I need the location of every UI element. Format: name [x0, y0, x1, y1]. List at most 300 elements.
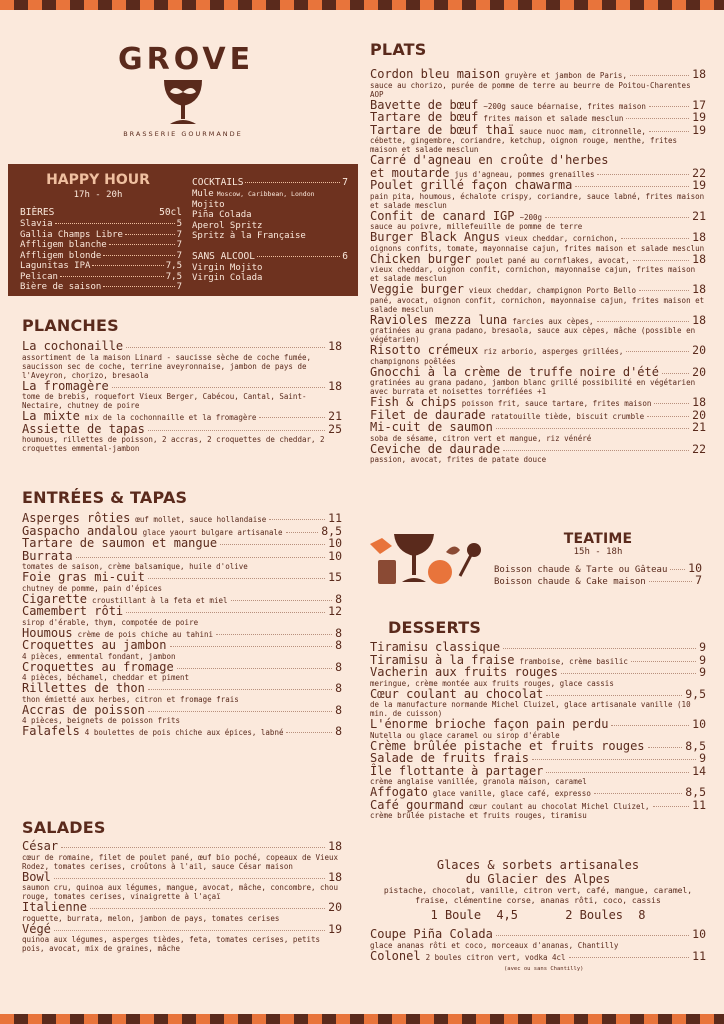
- leader-dots: [148, 711, 332, 712]
- menu-item: [370, 688, 706, 719]
- leader-dots: [92, 265, 163, 266]
- menu-item-details: passion, avocat, frites de patate douce: [370, 455, 547, 464]
- menu-item-line: [22, 923, 342, 936]
- menu-item-price: 11: [692, 948, 706, 963]
- menu-item: [22, 901, 342, 923]
- menu-item-line: [22, 661, 342, 674]
- menu-item-details: crème anglaise vanillée, granola maison, caramel: [370, 777, 587, 786]
- leader-dots: [216, 634, 332, 635]
- menu-item-price: 12: [328, 604, 342, 618]
- menu-item-line: [370, 210, 706, 223]
- menu-item-name: Croquettes au jambon: [22, 638, 167, 652]
- beer-price: 5: [176, 219, 182, 229]
- menu-item-line: [370, 396, 706, 409]
- leader-dots: [670, 569, 685, 570]
- leader-dots: [654, 403, 689, 404]
- menu-item: [370, 124, 706, 155]
- leader-dots: [649, 581, 692, 582]
- beer-item: [20, 219, 182, 230]
- menu-item-price: 9,5: [685, 686, 706, 701]
- menu-item-desc: jus d'agneau, pommes grenailles: [454, 169, 595, 179]
- menu-item-desc: ~200g: [519, 212, 543, 222]
- menu-item: [22, 410, 342, 423]
- menu-item-details: sauce au poivre, millefeuille de pomme de terre: [370, 222, 583, 231]
- menu-item: [22, 923, 342, 954]
- beer-name: Pelican: [20, 271, 58, 282]
- menu-item-price: 9: [699, 751, 706, 765]
- leader-dots: [503, 450, 689, 451]
- menu-item-price: 19: [692, 122, 706, 137]
- beer-name: Slavia: [20, 219, 53, 229]
- cocktail-name: Spritz à la Française: [192, 231, 306, 241]
- menu-item-line: [22, 682, 342, 695]
- soft-name: Virgin Mojito: [192, 262, 263, 273]
- menu-item-name: Falafels: [22, 724, 80, 738]
- menu-item-price: 18: [692, 251, 706, 266]
- menu-item: [370, 366, 706, 397]
- leader-dots: [103, 255, 174, 256]
- menu-item-desc: gruyère et jambon de Paris,: [505, 71, 627, 80]
- menu-item-line: [22, 605, 342, 618]
- desserts-section: [370, 641, 706, 820]
- softs-label: SANS ALCOOL: [192, 250, 255, 262]
- cocktail-name: Mojito: [192, 199, 225, 210]
- menu-item: [370, 68, 706, 99]
- glaces-title-1: Glaces & sorbets artisanales: [436, 858, 640, 872]
- menu-item-details: cébette, gingembre, coriandre, ketchup, oignon rouge, menthe, frites maison et salade mesclun: [370, 136, 678, 154]
- desserts-title: DESSERTS: [388, 618, 482, 637]
- menu-item-name: La fromagère: [22, 378, 109, 393]
- happy-hour-title: HAPPY HOUR: [46, 172, 150, 188]
- menu-item-price: 20: [692, 364, 706, 379]
- menu-item: [370, 344, 706, 366]
- menu-item-name: Risotto crémeux: [370, 343, 479, 357]
- menu-item-line: [370, 283, 706, 296]
- menu-item-line: [370, 928, 706, 941]
- menu-item: [22, 512, 342, 525]
- leader-dots: [649, 131, 689, 132]
- menu-item: [370, 928, 706, 950]
- menu-item: [22, 550, 342, 572]
- menu-item-details: pain pita, houmous, échalote crispy, coriandre, sauce labné, frites maison et salade mesclun: [370, 191, 705, 210]
- boule2-label: 2 Boules: [565, 908, 624, 922]
- menu-item-price: 22: [692, 441, 706, 456]
- beer-name: Affligem blonde: [20, 250, 102, 261]
- beer-item: [20, 240, 182, 251]
- menu-item-details: Nutella ou glace caramel ou sirop d'érable: [370, 730, 560, 740]
- planches-title: PLANCHES: [22, 316, 119, 335]
- menu-item-line: [22, 537, 342, 550]
- leader-dots: [626, 351, 689, 352]
- menu-item-name: Tartare de bœuf: [370, 110, 479, 124]
- leader-dots: [54, 878, 325, 879]
- menu-item: [370, 210, 706, 232]
- leader-dots: [148, 578, 325, 579]
- menu-item-line: [370, 111, 706, 124]
- menu-item: [370, 641, 706, 654]
- menu-item-line: [370, 154, 706, 167]
- menu-item: [370, 253, 706, 284]
- menu-item: [22, 682, 342, 704]
- menu-item-details: 4 pièces, beignets de poisson frits: [22, 716, 181, 725]
- logo-subtitle: BRASSERIE GOURMANDE: [123, 130, 243, 138]
- leader-dots: [54, 930, 325, 931]
- menu-item-price: 15: [328, 570, 342, 584]
- menu-item-price: 25: [328, 421, 342, 436]
- softs-price: 6: [342, 250, 348, 262]
- menu-item-line: [370, 179, 706, 192]
- menu-item-name: Confit de canard IGP: [370, 208, 515, 223]
- leader-dots: [61, 847, 325, 848]
- teatime-item-price: 7: [695, 573, 702, 587]
- menu-item-line: [370, 231, 706, 244]
- cocktails-price: 7: [342, 177, 348, 188]
- menu-item: [370, 752, 706, 765]
- menu-item-price: 11: [328, 511, 342, 525]
- bottom-border: [0, 1014, 724, 1024]
- menu-item-price: 18: [692, 67, 706, 81]
- menu-item-price: 8,5: [321, 523, 342, 538]
- menu-item-name: Italienne: [22, 900, 88, 914]
- cocktail-item: [192, 231, 348, 242]
- teatime-title: TEATIME: [563, 531, 633, 547]
- menu-item-line: [22, 340, 342, 353]
- menu-item: [22, 340, 342, 380]
- cocktails-header: [192, 176, 348, 189]
- menu-item-name: Asperges rôties: [22, 511, 131, 525]
- menu-item-name: Cigarette: [22, 591, 88, 606]
- menu-item-price: 18: [328, 339, 342, 353]
- teatime-illustration: [368, 524, 488, 588]
- leader-dots: [109, 244, 175, 245]
- teatime-item-name: Boisson chaude & Cake maison: [494, 577, 646, 587]
- menu-item-desc: poulet pané au cornflakes, avocat,: [476, 255, 630, 265]
- leader-dots: [496, 428, 689, 429]
- menu-item-name: Tiramisu à la fraise: [370, 652, 515, 667]
- menu-item-name: Fish & chips: [370, 395, 457, 409]
- leader-dots: [503, 648, 696, 649]
- menu-item-desc: croustillant à la feta et miel: [92, 595, 228, 605]
- soft-item: [192, 273, 348, 284]
- menu-item-price: 21: [328, 409, 342, 423]
- menu-item-desc: farcies aux cèpes,: [512, 316, 594, 326]
- menu-item: [370, 231, 706, 253]
- menu-item-name: Cœur coulant au chocolat: [370, 686, 544, 701]
- menu-item-name: La mixte: [22, 409, 80, 423]
- menu-item: [22, 871, 342, 902]
- top-border: [0, 0, 724, 10]
- menu-item: [22, 605, 342, 627]
- leader-dots: [76, 557, 326, 558]
- boule1-label: 1 Boule: [430, 908, 482, 922]
- menu-item: [370, 718, 706, 740]
- leader-dots: [546, 772, 689, 773]
- menu-item-line: [370, 68, 706, 81]
- menu-item-price: 18: [692, 282, 706, 296]
- menu-item-name: Bavette de bœuf: [370, 97, 479, 112]
- beer-name: Bière de saison: [20, 282, 102, 292]
- orange-icon: [428, 560, 452, 584]
- menu-item-price: 8: [335, 638, 342, 652]
- leader-dots: [60, 276, 164, 277]
- leader-dots: [569, 957, 690, 958]
- menu-item-price: 20: [692, 343, 706, 357]
- happy-hour-hours: 17h - 20h: [73, 190, 123, 200]
- beer-name: Gallia Champs Libre: [20, 229, 123, 240]
- menu-item-details: houmous, rillettes de poisson, 2 accras, 2 croquettes de cheddar, 2 croquettes emmental-jambon: [22, 435, 325, 453]
- menu-item-name: Accras de poisson: [22, 702, 145, 717]
- leaf2-icon: [446, 546, 460, 554]
- leader-dots: [630, 75, 689, 76]
- beer-item: [20, 251, 182, 262]
- beers-column: [20, 206, 182, 293]
- menu-item-details: quinoa aux légumes, asperges tièdes, feta, tomates cerises, petits pois, avocat, mix de graines, mâche: [22, 935, 321, 953]
- glaces-block: [370, 858, 706, 923]
- leader-dots: [594, 793, 682, 794]
- menu-item-line: [22, 423, 342, 436]
- menu-item-details: vieux cheddar, oignon confit, cornichon, mayonnaise cajun, frites maison et salade mesclun: [370, 265, 696, 283]
- leader-dots: [631, 661, 696, 662]
- menu-item-name: Affogato: [370, 785, 428, 799]
- menu-item-details: 4 pièces, béchamel, cheddar et piment: [22, 673, 190, 682]
- menu-item-name: César: [22, 839, 59, 853]
- leader-dots: [532, 759, 696, 760]
- beers-list: [20, 219, 182, 293]
- menu-item-line: [22, 639, 342, 652]
- menu-item-details: tomates de saison, crème balsamique, huile d'olive: [22, 562, 248, 571]
- menu-item-price: 21: [692, 420, 706, 434]
- menu-item-line: [370, 666, 706, 679]
- menu-item-name: Carré d'agneau en croûte d'herbes: [370, 153, 609, 167]
- menu-item-price: 20: [328, 900, 342, 914]
- cocktails-column: [192, 176, 348, 284]
- menu-item-price: 18: [328, 869, 342, 884]
- menu-item-name: Tartare de saumon et mangue: [22, 536, 218, 550]
- menu-item-details: glace ananas rôti et coco, morceaux d'ananas, Chantilly: [370, 940, 619, 950]
- cup-icon: [378, 560, 396, 584]
- leader-dots: [286, 532, 319, 533]
- leader-dots: [653, 806, 690, 807]
- menu-item-name: Houmous: [22, 625, 73, 640]
- menu-item-line: [370, 752, 706, 765]
- menu-item-line: [370, 314, 706, 327]
- logo-name: GROVE: [118, 42, 255, 77]
- menu-item-details: thon émietté aux herbes, citron et fromage frais: [22, 694, 239, 704]
- menu-item-line: [370, 641, 706, 654]
- menu-item-price: 8: [335, 659, 342, 674]
- menu-item-details: champignons poêlées: [370, 356, 456, 366]
- cocktail-item: [192, 189, 348, 200]
- menu-item-line: [22, 840, 342, 853]
- menu-item: [370, 396, 706, 409]
- menu-item-name: Burrata: [22, 548, 73, 563]
- leader-dots: [662, 373, 689, 374]
- beer-item: [20, 282, 182, 293]
- menu-item-name: La cochonaille: [22, 339, 124, 353]
- menu-item-name: Tiramisu classique: [370, 640, 501, 654]
- menu-item-price: 18: [692, 312, 706, 327]
- beer-price: 7: [176, 282, 182, 292]
- salades-title: SALADES: [22, 818, 106, 837]
- menu-item-desc: ~200g sauce béarnaise, frites maison: [483, 101, 646, 111]
- menu-item-desc: glace vanille, glace café, expresso: [432, 789, 591, 798]
- menu-item-price: 8,5: [685, 785, 706, 799]
- menu-item-details: tome de brebis, roquefort Vieux Berger, Cabécou, Cantal, Saint-Nectaire, chutney de poire: [22, 392, 307, 410]
- menu-item-line: [370, 124, 706, 137]
- menu-item-details: cœur de romaine, filet de poulet pané, œuf bio poché, copeaux de Vieux Rodez, tomates cerises, croûtons à l'ail, sauce César maison: [22, 852, 339, 871]
- menu-item-price: 8,5: [685, 738, 706, 753]
- menu-item-line: [22, 571, 342, 584]
- menu-item-line: [370, 253, 706, 266]
- menu-item-price: 21: [692, 208, 706, 223]
- menu-item-line: [370, 421, 706, 434]
- leader-dots: [649, 106, 689, 107]
- menu-item-line: [22, 704, 342, 717]
- menu-item-desc: glace yaourt bulgare artisanale: [142, 527, 283, 537]
- beers-size: 50cl: [159, 207, 182, 218]
- menu-item-name: Tartare de bœuf thaï: [370, 122, 515, 137]
- leader-dots: [231, 600, 333, 601]
- cocktail-note: Moscow, Caribbean, London: [216, 190, 315, 198]
- leader-dots: [648, 747, 683, 748]
- leader-dots: [177, 668, 332, 669]
- leader-dots: [575, 186, 689, 187]
- menu-item-line: [370, 344, 706, 357]
- menu-item-price: 18: [328, 839, 342, 853]
- leader-dots: [220, 544, 325, 545]
- menu-item-details: chutney de pomme, pain d'épices: [22, 583, 162, 593]
- leader-dots: [597, 174, 689, 175]
- menu-item-desc: frites maison et salade mesclun: [483, 114, 624, 123]
- menu-item: [370, 786, 706, 799]
- softs-header: [192, 250, 348, 263]
- menu-item-details: gratinées au grana padano, jambon blanc grillé possibilité en végétarien avec burrata et noisettes torréfiées +1: [370, 378, 696, 396]
- leader-dots: [626, 118, 689, 119]
- planches-section: [22, 340, 342, 453]
- menu-item-price: 9: [699, 665, 706, 679]
- wine-glass-icon: [160, 78, 206, 128]
- menu-item-name: Végé: [22, 921, 51, 936]
- menu-item-name: Filet de daurade: [370, 407, 486, 422]
- menu-item-desc: 2 boules citron vert, vodka 4cl: [425, 952, 566, 962]
- cocktails-list: [192, 189, 348, 242]
- softs-list: [192, 263, 348, 284]
- menu-item-name: Foie gras mi-cuit: [22, 570, 145, 584]
- leader-dots: [633, 260, 689, 261]
- menu-item-line: [370, 799, 706, 812]
- leader-dots: [148, 430, 325, 431]
- cocktail-item: [192, 200, 348, 211]
- menu-item-name: Cordon bleu maison: [370, 67, 501, 81]
- menu-item-line: [370, 765, 706, 778]
- beers-label: BIÈRES: [20, 207, 55, 218]
- boule2-price: 8: [638, 908, 646, 922]
- menu-item-price: 10: [328, 536, 342, 550]
- cocktail-name: Piña Colada: [192, 210, 252, 220]
- menu-item: [22, 639, 342, 661]
- menu-item-details: saumon cru, quinoa aux légumes, mangue, avocat, mâche, concombre, chou rouge, tomates cerises, vinaigrette à l'açaï: [22, 883, 339, 901]
- menu-item-details: sauce au chorizo, purée de pomme de terre au beurre de Poitou-Charentes AOP: [370, 80, 691, 99]
- menu-item: [370, 443, 706, 465]
- menu-item-details: gratinées au grana padano, bresaola, sauce aux cèpes, mâche (possible en végétarien): [370, 326, 696, 344]
- leader-dots: [546, 695, 682, 696]
- menu-item: [22, 725, 342, 738]
- beer-item: [20, 230, 182, 241]
- menu-item-price: 19: [692, 178, 706, 192]
- menu-item-price: 18: [692, 395, 706, 409]
- menu-item-price: 8: [335, 724, 342, 738]
- leader-dots: [561, 673, 696, 674]
- menu-item-price: 9: [699, 640, 706, 654]
- menu-item-price: 10: [692, 927, 706, 941]
- leaf-icon: [370, 538, 392, 554]
- menu-item-line: [22, 871, 342, 884]
- menu-item-details: roquette, burrata, melon, jambon de pays, tomates cerises: [22, 913, 280, 923]
- menu-item-price: 10: [328, 548, 342, 563]
- coupes-note: (avec ou sans Chantilly): [504, 966, 584, 972]
- teatime-item-name: Boisson chaude & Tarte ou Gâteau: [494, 565, 668, 575]
- menu-item-desc: poisson frit, sauce tartare, frites maison: [461, 399, 652, 408]
- menu-item-details: pané, avocat, oignon confit, cornichon, mayonnaise cajun, frites maison et salade mesclun: [370, 295, 705, 314]
- entrees-section: [22, 512, 342, 738]
- menu-item-line: [22, 725, 342, 738]
- glaces-flavors: pistache, chocolat, vanille, citron vert, café, mangue, caramel, fraise, clémentine corse, ananas rôti, coco, cassis: [383, 886, 693, 905]
- menu-item-price: 19: [328, 921, 342, 936]
- menu-item-name: L'énorme brioche façon pain perdu: [370, 717, 609, 731]
- soft-item: [192, 263, 348, 274]
- menu-item-desc: vieux cheddar, cornichon,: [505, 234, 618, 243]
- menu-item-desc: crème de pois chiche au tahini: [77, 629, 214, 639]
- leader-dots: [286, 732, 332, 733]
- leader-dots: [126, 347, 325, 348]
- menu-item-name: Bowl: [22, 869, 51, 884]
- cocktail-name: Aperol Spritz: [192, 220, 263, 231]
- leader-dots: [621, 238, 689, 239]
- menu-item-line: [22, 550, 342, 563]
- spoon-icon: [467, 543, 481, 557]
- menu-item-desc: framboise, crème basilic: [519, 656, 628, 666]
- menu-item: [22, 380, 342, 411]
- menu-item-name: Ceviche de daurade: [370, 441, 501, 456]
- menu-item: [370, 154, 706, 167]
- menu-item-line: [370, 366, 706, 379]
- beer-name: Lagunitas IPA: [20, 261, 91, 271]
- menu-item-name: Assiette de tapas: [22, 421, 145, 436]
- menu-item-details: assortiment de la maison Linard - saucisse sèche de coche fumée, saucisson sec de coche, terrine aveyronnaise, jambon de pays de l'Aveyron, chorizo, bresaola: [22, 352, 311, 380]
- beer-price: 7: [176, 229, 182, 240]
- menu-item-details: crème brûlée pistache et fruits rouges, tiramisu: [370, 811, 587, 820]
- menu-item-price: 22: [692, 165, 706, 180]
- leader-dots: [597, 321, 690, 322]
- teatime-item: [494, 562, 702, 574]
- menu-item-price: 8: [335, 625, 342, 640]
- teatime-item: [494, 574, 702, 586]
- menu-item-line: [22, 380, 342, 393]
- menu-item-name: Café gourmand: [370, 797, 464, 812]
- leader-dots: [126, 612, 325, 613]
- menu-item-name: Coupe Piña Colada: [370, 927, 493, 941]
- menu-item-desc: œuf mollet, sauce hollandaise: [135, 515, 267, 524]
- cocktail-name: Mule: [192, 189, 214, 199]
- plats-title: PLATS: [370, 40, 427, 59]
- beer-item: [20, 272, 182, 283]
- menu-item-line: [370, 443, 706, 456]
- menu-item-desc: sauce nuoc mam, citronnelle,: [519, 126, 646, 136]
- menu-item: [370, 314, 706, 345]
- leader-dots: [647, 416, 689, 417]
- menu-item-price: 20: [692, 407, 706, 422]
- menu-item: [370, 283, 706, 314]
